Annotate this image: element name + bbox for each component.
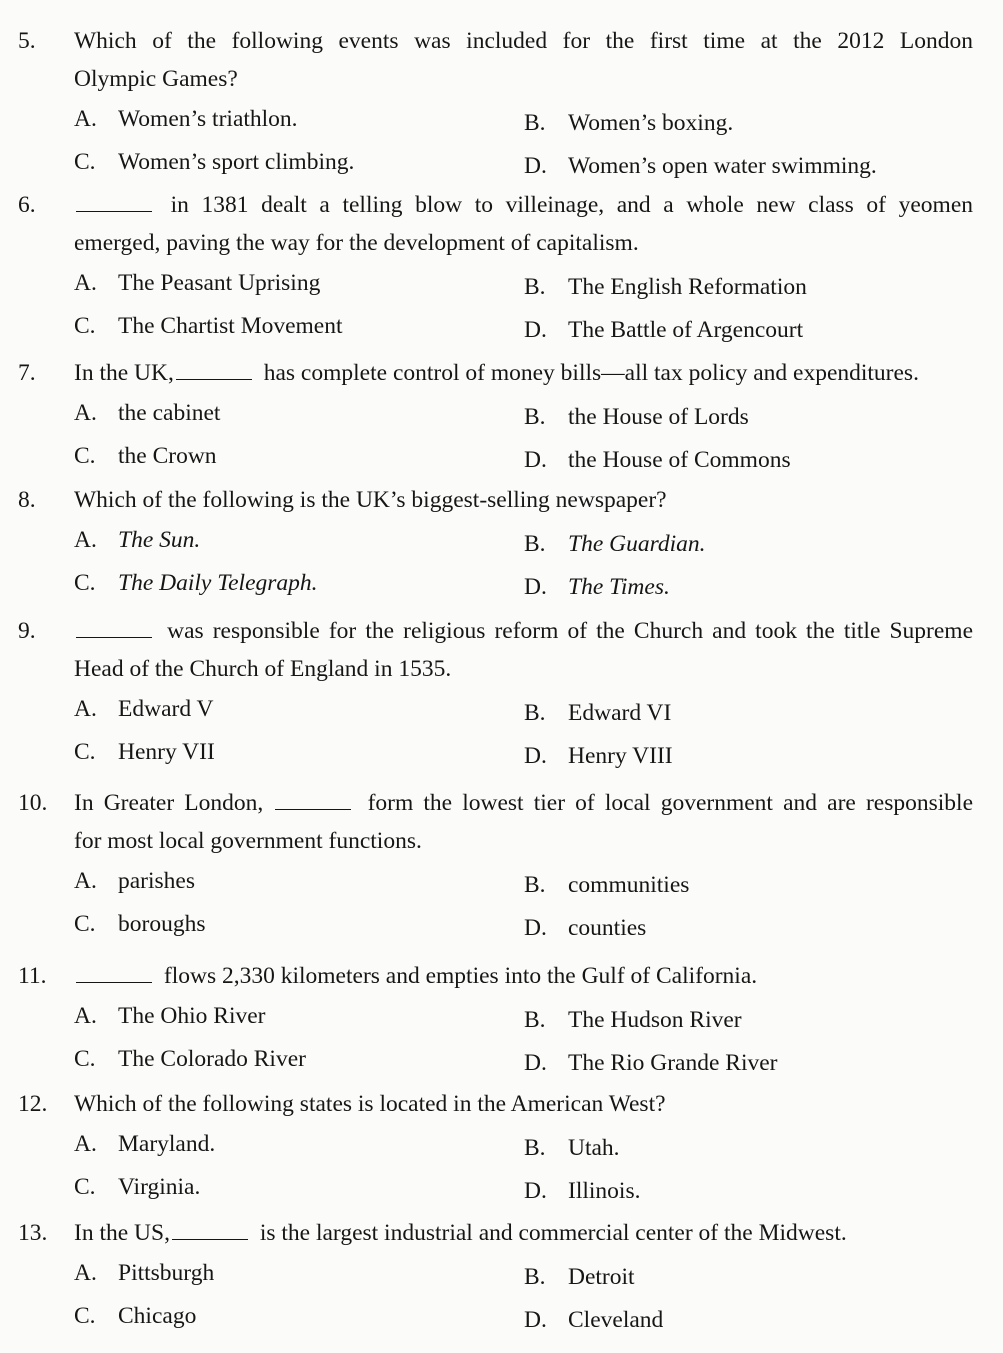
question-number: 12. [18, 1091, 48, 1117]
option-a[interactable]: A. Women’s triathlon. [74, 106, 298, 132]
question-6 [18, 186, 973, 350]
question-text-continued: Head of the Church of England in 1535. [74, 656, 452, 682]
question-text: In Greater London, form the lowest tier of local government and are responsible [74, 790, 974, 816]
option-a[interactable]: A. The Ohio River [74, 1003, 266, 1029]
answer-blank[interactable] [275, 795, 351, 810]
question-number: 5. [18, 28, 36, 54]
question-text: in 1381 dealt a telling blow to villeinage, and a whole new class of yeomen [74, 186, 973, 224]
option-a[interactable]: A. Pittsburgh [74, 1260, 215, 1286]
option-c[interactable]: C. Women’s sport climbing. [74, 149, 355, 175]
answer-blank[interactable] [76, 623, 152, 638]
question-text: Which of the following states is located in the American West? [74, 1091, 666, 1117]
question-text-continued: for most local government functions. [74, 828, 422, 854]
option-a[interactable]: A. the cabinet [74, 400, 221, 426]
question-text: was responsible for the religious reform of the Church and took the title Supreme [74, 612, 973, 650]
question-text-continued: Olympic Games? [74, 66, 238, 92]
option-a[interactable]: A. parishes [74, 868, 196, 894]
option-d[interactable]: D. Cleveland [524, 1307, 664, 1333]
option-a[interactable]: A. Edward V [74, 696, 214, 722]
question-text: Which of the following events was included for the first time at the 2012 London [74, 28, 973, 54]
answer-blank[interactable] [76, 197, 152, 212]
options [18, 690, 973, 776]
option-c[interactable]: C. Virginia. [74, 1174, 201, 1200]
option-b[interactable]: B. Utah. [524, 1135, 620, 1161]
question-text-continued: emerged, paving the way for the development of capitalism. [74, 230, 639, 256]
option-d[interactable]: D. Illinois. [524, 1178, 641, 1204]
options [18, 100, 973, 186]
option-c[interactable]: C. The Daily Telegraph. [74, 570, 318, 596]
answer-blank[interactable] [176, 365, 252, 380]
option-d[interactable]: D. The Battle of Argencourt [524, 317, 804, 343]
options [18, 862, 973, 948]
options [18, 997, 973, 1083]
question-number: 8. [18, 487, 36, 513]
option-b[interactable]: B. Edward VI [524, 700, 672, 726]
question-number: 7. [18, 360, 36, 386]
option-a[interactable]: A. The Sun. [74, 527, 201, 553]
question-text: Which of the following is the UK’s biggest-selling newspaper? [74, 487, 667, 513]
option-c[interactable]: C. Henry VII [74, 739, 215, 765]
question-text: In the UK, has complete control of money bills—all tax policy and expenditures. [74, 360, 919, 386]
options [18, 1254, 973, 1340]
option-b[interactable]: B. Women’s boxing. [524, 110, 734, 136]
option-c[interactable]: C. the Crown [74, 443, 217, 469]
question-number: 10. [18, 790, 48, 816]
question-9 [18, 612, 973, 776]
question-5 [18, 22, 973, 186]
option-d[interactable]: D. Henry VIII [524, 743, 673, 769]
answer-blank[interactable] [172, 1225, 248, 1240]
option-b[interactable]: B. The Guardian. [524, 531, 706, 557]
option-c[interactable]: C. The Colorado River [74, 1046, 306, 1072]
question-10 [18, 784, 973, 948]
option-d[interactable]: D. the House of Commons [524, 447, 791, 473]
option-c[interactable]: C. Chicago [74, 1303, 197, 1329]
answer-blank[interactable] [76, 968, 152, 983]
option-a[interactable]: A. Maryland. [74, 1131, 216, 1157]
option-d[interactable]: D. counties [524, 915, 647, 941]
question-text: flows 2,330 kilometers and empties into the Gulf of California. [74, 957, 973, 995]
option-b[interactable]: B. The English Reformation [524, 274, 807, 300]
option-d[interactable]: D. The Times. [524, 574, 670, 600]
option-c[interactable]: C. The Chartist Movement [74, 313, 343, 339]
option-d[interactable]: D. Women’s open water swimming. [524, 153, 877, 179]
question-12 [18, 1085, 973, 1211]
options [18, 264, 973, 350]
option-b[interactable]: B. communities [524, 872, 690, 898]
question-number: 9. [18, 618, 36, 644]
options [18, 521, 973, 607]
question-number: 11. [18, 963, 47, 989]
option-c[interactable]: C. boroughs [74, 911, 206, 937]
question-8 [18, 481, 973, 607]
question-number: 13. [18, 1220, 48, 1246]
option-d[interactable]: D. The Rio Grande River [524, 1050, 778, 1076]
question-number: 6. [18, 192, 36, 218]
option-b[interactable]: B. The Hudson River [524, 1007, 742, 1033]
question-13 [18, 1214, 973, 1340]
question-7 [18, 354, 973, 480]
option-a[interactable]: A. The Peasant Uprising [74, 270, 321, 296]
question-11 [18, 957, 973, 1083]
options [18, 394, 973, 480]
option-b[interactable]: B. the House of Lords [524, 404, 749, 430]
options [18, 1125, 973, 1211]
option-b[interactable]: B. Detroit [524, 1264, 635, 1290]
question-text: In the US, is the largest industrial and commercial center of the Midwest. [74, 1220, 847, 1246]
